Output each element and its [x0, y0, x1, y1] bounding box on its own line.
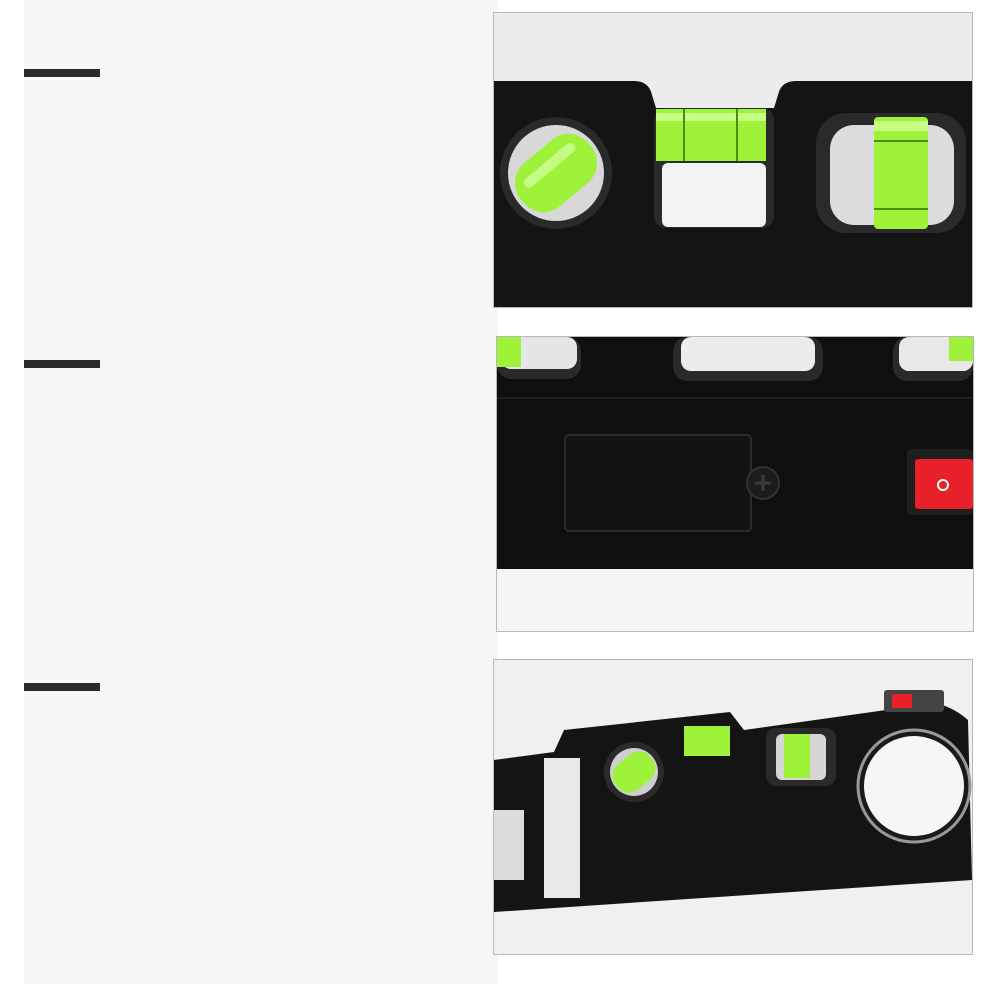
left-panel-background — [24, 0, 498, 984]
photo-level-with-tape — [493, 659, 973, 955]
feature-section-ruler — [24, 683, 484, 711]
section-accent-bar — [24, 683, 100, 691]
photo-battery-compartment — [496, 336, 974, 632]
section-accent-bar — [24, 69, 100, 77]
section-accent-bar — [24, 360, 100, 368]
feature-section-battery — [24, 360, 484, 390]
feature-section-angles — [24, 69, 484, 91]
photo-level-vials — [493, 12, 973, 308]
